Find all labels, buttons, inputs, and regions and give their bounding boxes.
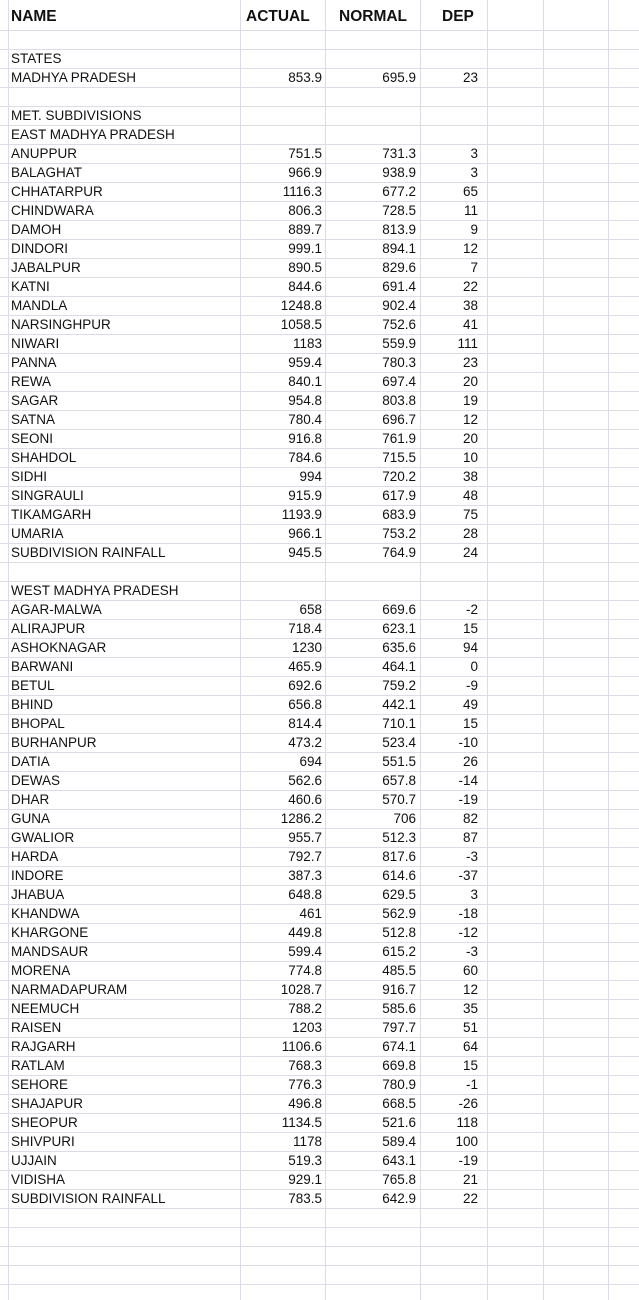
normal-cell[interactable]: 780.3 — [382, 355, 416, 370]
table-row — [0, 410, 639, 429]
table-row — [0, 695, 639, 714]
dep-cell[interactable]: 0 — [470, 659, 478, 674]
table-row — [0, 752, 639, 771]
actual-cell[interactable]: 387.3 — [288, 868, 322, 883]
name-cell[interactable]: SHAHDOL — [11, 450, 77, 465]
name-cell[interactable]: AGAR-MALWA — [11, 602, 102, 617]
name-cell[interactable]: NEEMUCH — [11, 1001, 80, 1016]
dep-cell[interactable]: 118 — [456, 1115, 478, 1130]
actual-cell[interactable]: 929.1 — [288, 1172, 322, 1187]
actual-cell[interactable]: 1286.2 — [280, 811, 322, 826]
dep-cell[interactable]: 20 — [462, 431, 478, 446]
actual-cell[interactable]: 1178 — [292, 1134, 322, 1149]
normal-cell[interactable]: 938.9 — [382, 165, 416, 180]
name-cell[interactable]: DATIA — [11, 754, 50, 769]
name-cell[interactable]: SUBDIVISION RAINFALL — [11, 545, 166, 560]
name-cell[interactable]: UMARIA — [11, 526, 64, 541]
dep-cell[interactable]: 11 — [463, 203, 478, 218]
normal-cell[interactable]: 902.4 — [382, 298, 416, 313]
table-row — [0, 676, 639, 695]
name-cell[interactable]: SINGRAULI — [11, 488, 84, 503]
name-cell[interactable]: STATES — [11, 51, 62, 66]
name-cell[interactable]: TIKAMGARH — [11, 507, 92, 522]
normal-cell[interactable]: 464.1 — [382, 659, 416, 674]
actual-cell[interactable]: 889.7 — [288, 222, 322, 237]
normal-cell[interactable]: 764.9 — [382, 545, 416, 560]
table-row — [0, 980, 639, 999]
name-cell[interactable]: RATLAM — [11, 1058, 65, 1073]
dep-cell[interactable]: 3 — [470, 146, 478, 161]
dep-cell[interactable]: 3 — [470, 887, 478, 902]
table-row — [0, 391, 639, 410]
table-row — [0, 885, 639, 904]
table-row — [0, 923, 639, 942]
dep-cell[interactable]: 48 — [462, 488, 478, 503]
name-cell[interactable]: ASHOKNAGAR — [11, 640, 107, 655]
normal-cell[interactable]: 623.1 — [382, 621, 416, 636]
dep-cell[interactable]: 75 — [462, 507, 478, 522]
section-label-row — [0, 581, 639, 600]
dep-cell[interactable]: 60 — [462, 963, 478, 978]
normal-cell[interactable]: 829.6 — [382, 260, 416, 275]
table-row — [0, 733, 639, 752]
table-row — [0, 1018, 639, 1037]
normal-cell[interactable]: 559.9 — [382, 336, 416, 351]
normal-cell[interactable]: 585.6 — [382, 1001, 416, 1016]
name-cell[interactable]: SAGAR — [11, 393, 59, 408]
dep-cell[interactable]: -2 — [465, 602, 478, 617]
normal-cell[interactable]: 589.4 — [382, 1134, 416, 1149]
blank-row — [0, 562, 639, 581]
dep-cell[interactable]: -19 — [458, 792, 478, 807]
table-row — [0, 68, 639, 87]
name-cell[interactable]: DHAR — [11, 792, 50, 807]
normal-cell[interactable]: 753.2 — [382, 526, 416, 541]
normal-cell[interactable]: 803.8 — [382, 393, 416, 408]
normal-cell[interactable]: 668.5 — [382, 1096, 416, 1111]
table-row — [0, 448, 639, 467]
dep-cell[interactable]: -3 — [465, 944, 478, 959]
table-row — [0, 999, 639, 1018]
actual-cell[interactable]: 844.6 — [288, 279, 322, 294]
table-row — [0, 771, 639, 790]
table-row — [0, 239, 639, 258]
table-row — [0, 1113, 639, 1132]
table-row — [0, 961, 639, 980]
name-cell[interactable]: HARDA — [11, 849, 59, 864]
section-label-row — [0, 125, 639, 144]
normal-cell[interactable]: 797.7 — [382, 1020, 416, 1035]
section-label-row — [0, 49, 639, 68]
name-cell[interactable]: SATNA — [11, 412, 56, 427]
dep-cell[interactable]: 28 — [462, 526, 478, 541]
dep-cell[interactable]: 7 — [470, 260, 478, 275]
normal-cell[interactable]: 642.9 — [382, 1191, 416, 1206]
actual-cell[interactable]: 780.4 — [288, 412, 322, 427]
name-cell[interactable]: KHARGONE — [11, 925, 89, 940]
actual-cell[interactable]: 945.5 — [288, 545, 322, 560]
name-cell[interactable]: CHHATARPUR — [11, 184, 103, 199]
dep-cell[interactable]: 100 — [455, 1134, 478, 1149]
table-row — [0, 144, 639, 163]
normal-cell[interactable]: 765.8 — [382, 1172, 416, 1187]
actual-cell[interactable]: 656.8 — [288, 697, 322, 712]
name-cell[interactable]: JHABUA — [11, 887, 65, 902]
actual-cell[interactable]: 1248.8 — [280, 298, 322, 313]
table-row — [0, 1056, 639, 1075]
actual-cell[interactable]: 599.4 — [288, 944, 322, 959]
dep-cell[interactable]: 15 — [462, 1058, 478, 1073]
name-cell[interactable]: BHIND — [11, 697, 54, 712]
table-row — [0, 638, 639, 657]
normal-cell[interactable]: 677.2 — [382, 184, 416, 199]
name-cell[interactable]: SIDHI — [11, 469, 48, 484]
actual-cell[interactable]: 496.8 — [288, 1096, 322, 1111]
table-row — [0, 1132, 639, 1151]
actual-cell[interactable]: 853.9 — [288, 70, 322, 85]
dep-cell[interactable]: 23 — [462, 355, 478, 370]
normal-cell[interactable]: 720.2 — [382, 469, 416, 484]
actual-cell[interactable]: 751.5 — [288, 146, 322, 161]
actual-cell[interactable]: 460.6 — [288, 792, 322, 807]
name-cell[interactable]: BURHANPUR — [11, 735, 97, 750]
dep-cell[interactable]: -26 — [458, 1096, 478, 1111]
table-row — [0, 429, 639, 448]
dep-cell[interactable]: 24 — [462, 545, 478, 560]
dep-cell[interactable]: 38 — [462, 469, 478, 484]
dep-cell[interactable]: 15 — [462, 621, 478, 636]
dep-cell[interactable]: 10 — [462, 450, 478, 465]
actual-cell[interactable]: 473.2 — [288, 735, 322, 750]
name-cell[interactable]: ANUPPUR — [11, 146, 78, 161]
section-label-row — [0, 106, 639, 125]
name-cell[interactable]: MORENA — [11, 963, 71, 978]
name-cell[interactable]: VIDISHA — [11, 1172, 66, 1187]
actual-cell[interactable]: 994 — [299, 469, 322, 484]
actual-cell[interactable]: 774.8 — [288, 963, 322, 978]
table-row — [0, 277, 639, 296]
dep-cell[interactable]: -14 — [458, 773, 478, 788]
actual-cell[interactable]: 658 — [299, 602, 322, 617]
name-cell[interactable]: RAJGARH — [11, 1039, 76, 1054]
normal-cell[interactable]: 817.6 — [382, 849, 416, 864]
actual-cell[interactable]: 1203 — [291, 1020, 322, 1035]
normal-cell[interactable]: 512.3 — [382, 830, 416, 845]
normal-cell[interactable]: 521.6 — [382, 1115, 416, 1130]
dep-cell[interactable]: 41 — [462, 317, 478, 332]
name-cell[interactable]: NARSINGHPUR — [11, 317, 111, 332]
normal-cell[interactable]: 894.1 — [382, 241, 416, 256]
name-cell[interactable]: RAISEN — [11, 1020, 62, 1035]
normal-cell[interactable]: 674.1 — [382, 1039, 416, 1054]
dep-cell[interactable]: 38 — [462, 298, 478, 313]
dep-cell[interactable]: 51 — [462, 1020, 478, 1035]
dep-cell[interactable]: 64 — [462, 1039, 478, 1054]
normal-cell[interactable]: 669.6 — [382, 602, 416, 617]
dep-cell[interactable]: 3 — [470, 165, 478, 180]
table-row — [0, 505, 639, 524]
table-row — [0, 353, 639, 372]
actual-cell[interactable]: 915.9 — [288, 488, 322, 503]
normal-cell[interactable]: 752.6 — [382, 317, 416, 332]
dep-cell[interactable]: 12 — [462, 412, 478, 427]
actual-cell[interactable]: 806.3 — [288, 203, 322, 218]
dep-cell[interactable]: 15 — [462, 716, 478, 731]
name-cell[interactable]: GUNA — [11, 811, 51, 826]
actual-cell[interactable]: 814.4 — [288, 716, 322, 731]
blank-row — [0, 30, 639, 49]
table-row — [0, 1151, 639, 1170]
name-cell[interactable]: BETUL — [11, 678, 55, 693]
actual-cell[interactable]: 792.7 — [288, 849, 322, 864]
name-cell[interactable]: DEWAS — [11, 773, 61, 788]
actual-cell[interactable]: 465.9 — [288, 659, 322, 674]
dep-cell[interactable]: -10 — [458, 735, 478, 750]
name-cell[interactable]: BALAGHAT — [11, 165, 83, 180]
table-row — [0, 790, 639, 809]
normal-cell[interactable]: 562.9 — [382, 906, 416, 921]
name-cell[interactable]: SHIVPURI — [11, 1134, 75, 1149]
table-row — [0, 1075, 639, 1094]
normal-cell[interactable]: 617.9 — [382, 488, 416, 503]
actual-cell[interactable]: 461 — [299, 906, 322, 921]
table-row — [0, 201, 639, 220]
normal-cell[interactable]: 657.8 — [382, 773, 416, 788]
actual-cell[interactable]: 718.4 — [288, 621, 322, 636]
actual-cell[interactable]: 1193.9 — [281, 507, 322, 522]
name-cell[interactable]: ALIRAJPUR — [11, 621, 86, 636]
actual-cell[interactable]: 784.6 — [288, 450, 322, 465]
name-cell[interactable]: REWA — [11, 374, 51, 389]
normal-cell[interactable]: 614.6 — [382, 868, 416, 883]
name-cell[interactable]: NIWARI — [11, 336, 60, 351]
normal-cell[interactable]: 696.7 — [382, 412, 416, 427]
table-row — [0, 296, 639, 315]
dep-cell[interactable]: 12 — [462, 241, 478, 256]
table-row — [0, 543, 639, 562]
normal-cell[interactable]: 669.8 — [382, 1058, 416, 1073]
dep-cell[interactable]: -1 — [465, 1077, 478, 1092]
table-row — [0, 1170, 639, 1189]
actual-cell[interactable]: 916.8 — [288, 431, 322, 446]
normal-cell[interactable]: 570.7 — [382, 792, 416, 807]
normal-cell[interactable]: 691.4 — [382, 279, 416, 294]
actual-cell[interactable]: 1106.6 — [281, 1039, 322, 1054]
table-row — [0, 866, 639, 885]
blank-row — [0, 87, 639, 106]
normal-cell[interactable]: 697.4 — [382, 374, 416, 389]
dep-cell[interactable]: 65 — [462, 184, 478, 199]
normal-cell[interactable]: 523.4 — [382, 735, 416, 750]
name-cell[interactable]: CHINDWARA — [11, 203, 94, 218]
normal-cell[interactable]: 551.5 — [382, 754, 416, 769]
name-cell[interactable]: BHOPAL — [11, 716, 65, 731]
actual-cell[interactable]: 966.1 — [288, 526, 322, 541]
actual-cell[interactable]: 1230 — [291, 640, 322, 655]
table-row — [0, 942, 639, 961]
dep-cell[interactable]: 22 — [462, 279, 478, 294]
actual-cell[interactable]: 1183 — [292, 336, 322, 351]
actual-cell[interactable]: 776.3 — [288, 1077, 322, 1092]
dep-cell[interactable]: 35 — [462, 1001, 478, 1016]
dep-cell[interactable]: 87 — [462, 830, 478, 845]
table-row — [0, 334, 639, 353]
normal-cell[interactable]: 728.5 — [382, 203, 416, 218]
name-cell[interactable]: EAST MADHYA PRADESH — [11, 127, 175, 142]
table-row — [0, 657, 639, 676]
dep-cell[interactable]: 9 — [470, 222, 478, 237]
table-row — [0, 315, 639, 334]
dep-cell[interactable]: 26 — [462, 754, 478, 769]
table-row — [0, 372, 639, 391]
normal-cell[interactable]: 759.2 — [382, 678, 416, 693]
actual-cell[interactable]: 1028.7 — [280, 982, 322, 997]
dep-cell[interactable]: -3 — [465, 849, 478, 864]
dep-cell[interactable]: 20 — [462, 374, 478, 389]
table-row — [0, 809, 639, 828]
actual-cell[interactable]: 1134.5 — [281, 1115, 322, 1130]
actual-cell[interactable]: 955.7 — [288, 830, 322, 845]
name-cell[interactable]: DINDORI — [11, 241, 68, 256]
normal-cell[interactable]: 731.3 — [382, 146, 416, 161]
name-cell[interactable]: DAMOH — [11, 222, 62, 237]
actual-cell[interactable]: 959.4 — [288, 355, 322, 370]
table-row — [0, 1094, 639, 1113]
dep-cell[interactable]: 82 — [462, 811, 478, 826]
name-cell[interactable]: SUBDIVISION RAINFALL — [11, 1191, 166, 1206]
normal-cell[interactable]: 615.2 — [382, 944, 416, 959]
table-row — [0, 258, 639, 277]
dep-cell[interactable]: 12 — [462, 982, 478, 997]
normal-cell[interactable]: 635.6 — [382, 640, 416, 655]
normal-cell[interactable]: 512.8 — [382, 925, 416, 940]
actual-cell[interactable]: 692.6 — [288, 678, 322, 693]
actual-cell[interactable]: 768.3 — [288, 1058, 322, 1073]
name-cell[interactable]: SEHORE — [11, 1077, 69, 1092]
table-row — [0, 600, 639, 619]
actual-cell[interactable]: 519.3 — [288, 1153, 322, 1168]
name-cell[interactable]: NARMADAPURAM — [11, 982, 128, 997]
header-actual[interactable]: ACTUAL — [246, 8, 310, 25]
dep-cell[interactable]: -18 — [458, 906, 478, 921]
header-dep[interactable]: DEP — [442, 8, 474, 25]
name-cell[interactable]: GWALIOR — [11, 830, 75, 845]
name-cell[interactable]: MANDSAUR — [11, 944, 89, 959]
dep-cell[interactable]: -9 — [465, 678, 478, 693]
name-cell[interactable]: UJJAIN — [11, 1153, 57, 1168]
table-row — [0, 714, 639, 733]
table-row — [0, 486, 639, 505]
dep-cell[interactable]: 19 — [462, 393, 478, 408]
name-cell[interactable]: KATNI — [11, 279, 50, 294]
name-cell[interactable]: KHANDWA — [11, 906, 80, 921]
name-cell[interactable]: JABALPUR — [11, 260, 81, 275]
table-row — [0, 467, 639, 486]
table-row — [0, 1037, 639, 1056]
name-cell[interactable]: SEONI — [11, 431, 54, 446]
table-row — [0, 619, 639, 638]
name-cell[interactable]: BARWANI — [11, 659, 74, 674]
actual-cell[interactable]: 1116.3 — [282, 184, 322, 199]
actual-cell[interactable]: 890.5 — [288, 260, 322, 275]
name-cell[interactable]: WEST MADHYA PRADESH — [11, 583, 179, 598]
normal-cell[interactable]: 761.9 — [382, 431, 416, 446]
actual-cell[interactable]: 648.8 — [288, 887, 322, 902]
table-row — [0, 904, 639, 923]
dep-cell[interactable]: -19 — [458, 1153, 478, 1168]
name-cell[interactable]: INDORE — [11, 868, 64, 883]
normal-cell[interactable]: 695.9 — [382, 70, 416, 85]
actual-cell[interactable]: 1058.5 — [280, 317, 322, 332]
actual-cell[interactable]: 783.5 — [288, 1191, 322, 1206]
actual-cell[interactable]: 788.2 — [288, 1001, 322, 1016]
actual-cell[interactable]: 562.6 — [288, 773, 322, 788]
table-row — [0, 847, 639, 866]
normal-cell[interactable]: 715.5 — [382, 450, 416, 465]
dep-cell[interactable]: 23 — [462, 70, 478, 85]
normal-cell[interactable]: 629.5 — [382, 887, 416, 902]
actual-cell[interactable]: 999.1 — [288, 241, 322, 256]
table-row — [0, 828, 639, 847]
normal-cell[interactable]: 485.5 — [382, 963, 416, 978]
table-row — [0, 163, 639, 182]
name-cell[interactable]: SHEOPUR — [11, 1115, 78, 1130]
table-row — [0, 1189, 639, 1208]
dep-cell[interactable]: -37 — [458, 868, 478, 883]
table-row — [0, 220, 639, 239]
table-row — [0, 524, 639, 543]
name-cell[interactable]: SHAJAPUR — [11, 1096, 84, 1111]
name-cell[interactable]: PANNA — [11, 355, 57, 370]
normal-cell[interactable]: 780.9 — [382, 1077, 416, 1092]
actual-cell[interactable]: 449.8 — [288, 925, 322, 940]
header-row — [0, 0, 639, 25]
header-name[interactable]: NAME — [11, 8, 57, 25]
actual-cell[interactable]: 966.9 — [288, 165, 322, 180]
normal-cell[interactable]: 813.9 — [382, 222, 416, 237]
dep-cell[interactable]: 111 — [457, 336, 478, 351]
name-cell[interactable]: MADHYA PRADESH — [11, 70, 137, 85]
name-cell[interactable]: MET. SUBDIVISIONS — [11, 108, 142, 123]
dep-cell[interactable]: 49 — [462, 697, 478, 712]
normal-cell[interactable]: 710.1 — [382, 716, 416, 731]
normal-cell[interactable]: 442.1 — [382, 697, 416, 712]
dep-cell[interactable]: 22 — [462, 1191, 478, 1206]
normal-cell[interactable]: 643.1 — [382, 1153, 416, 1168]
actual-cell[interactable]: 694 — [299, 754, 322, 769]
normal-cell[interactable]: 683.9 — [382, 507, 416, 522]
table-row — [0, 182, 639, 201]
normal-cell[interactable]: 706 — [393, 811, 416, 826]
actual-cell[interactable]: 954.8 — [288, 393, 322, 408]
dep-cell[interactable]: 21 — [462, 1172, 478, 1187]
normal-cell[interactable]: 916.7 — [382, 982, 416, 997]
dep-cell[interactable]: -12 — [458, 925, 478, 940]
dep-cell[interactable]: 94 — [462, 640, 478, 655]
name-cell[interactable]: MANDLA — [11, 298, 68, 313]
actual-cell[interactable]: 840.1 — [288, 374, 322, 389]
header-normal[interactable]: NORMAL — [339, 8, 408, 25]
